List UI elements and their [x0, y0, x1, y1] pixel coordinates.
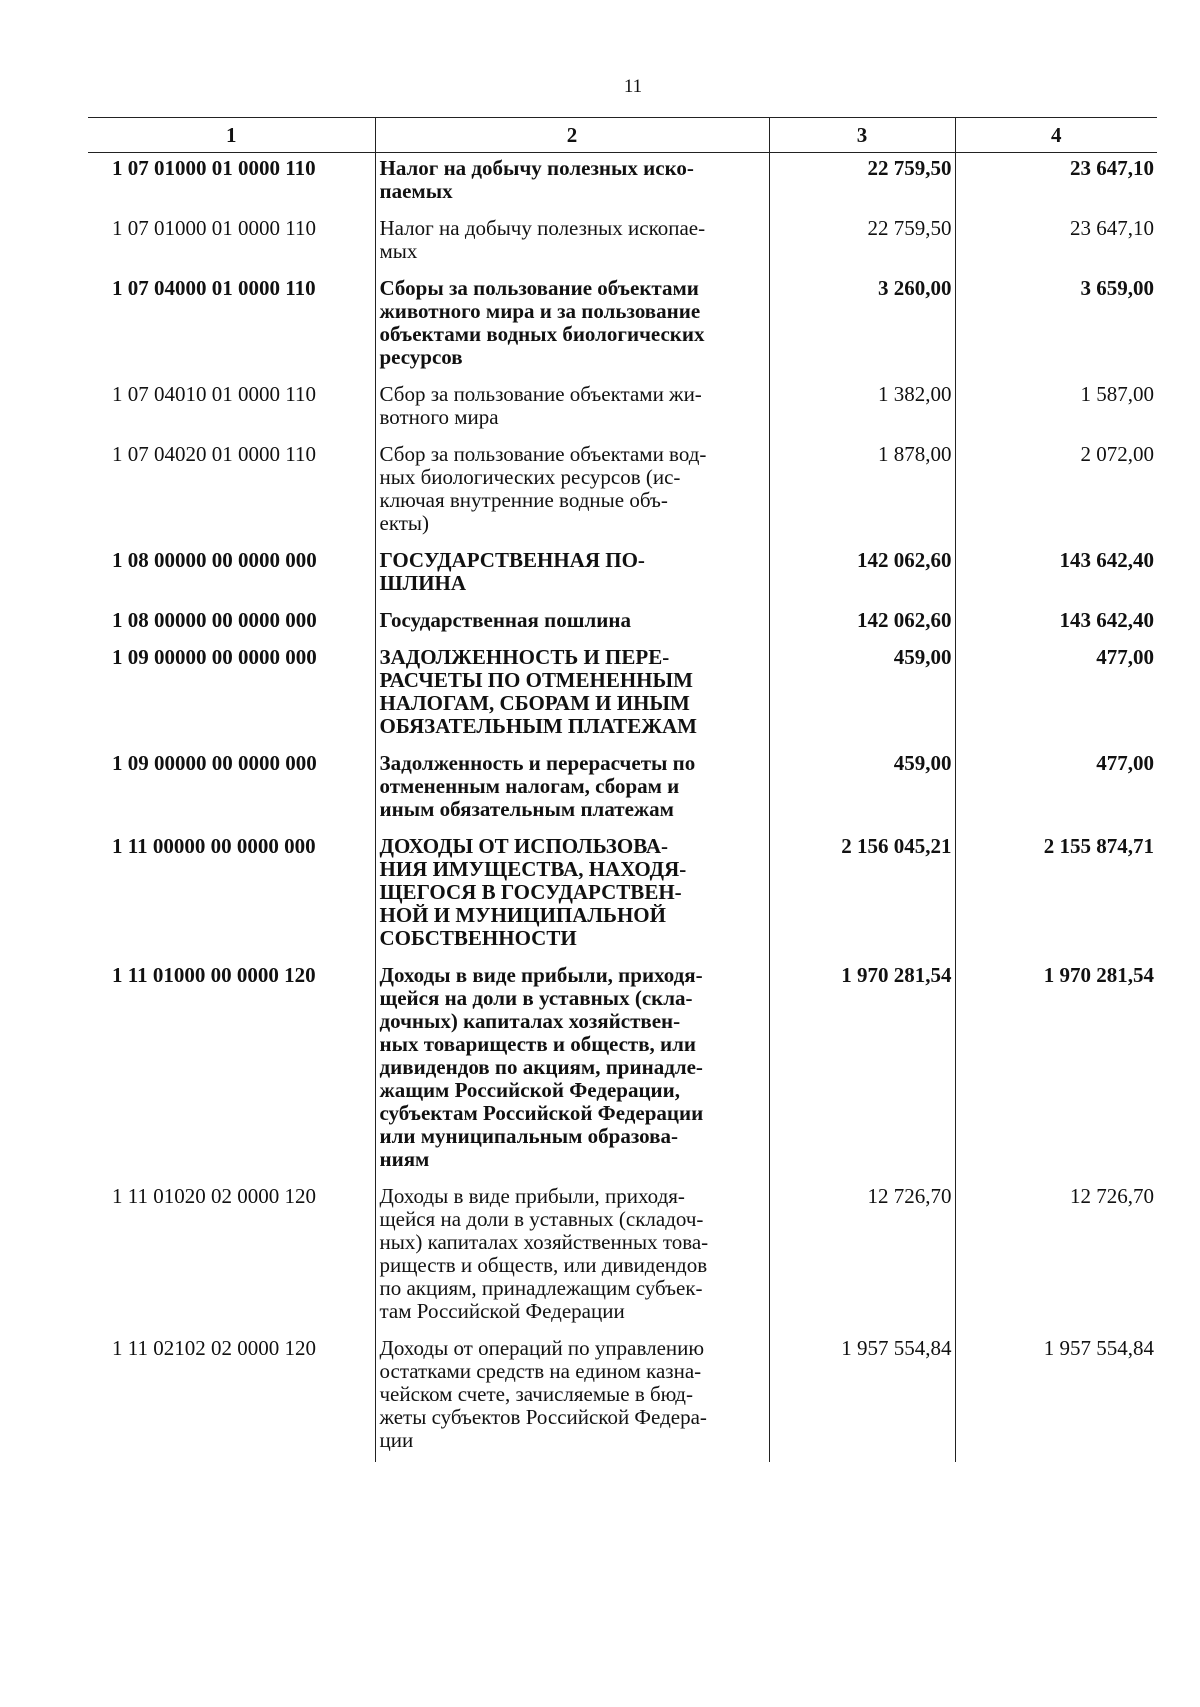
revenue-name-cell: Налог на добычу полезных ископае- мых	[375, 213, 769, 273]
revenue-name-cell: Сборы за пользование объектами животного мира и за пользование объектами водных биологических ресурсов	[375, 273, 769, 379]
budget-code-cell: 1 09 00000 00 0000 000	[112, 645, 317, 669]
value-col3-cell: 459,00	[769, 748, 955, 831]
table-row	[88, 605, 1157, 642]
value-col4-cell: 1 970 281,54	[955, 960, 1157, 1181]
table-row	[88, 153, 1157, 214]
table-row	[88, 545, 1157, 605]
value-col3-cell: 22 759,50	[769, 213, 955, 273]
value-col3-cell: 142 062,60	[769, 545, 955, 605]
value-col3-cell: 1 970 281,54	[769, 960, 955, 1181]
value-col3-cell: 2 156 045,21	[769, 831, 955, 960]
revenue-name-cell: Сбор за пользование объектами жи- вотного мира	[375, 379, 769, 439]
value-col4-cell: 2 072,00	[955, 439, 1157, 545]
table-row	[88, 831, 1157, 960]
revenue-name-cell: Доходы от операций по управлению остатками средств на едином казна- чейском счете, зачисляемые в бюд- жеты субъектов Российской Федера- ции	[375, 1333, 769, 1462]
value-col3-cell: 12 726,70	[769, 1181, 955, 1333]
budget-code-cell: 1 11 00000 00 0000 000	[112, 834, 316, 858]
budget-code-cell: 1 11 02102 02 0000 120	[112, 1336, 316, 1360]
table-header-row	[88, 118, 1157, 153]
revenue-name-cell: Государственная пошлина	[375, 605, 769, 642]
value-col3-cell: 3 260,00	[769, 273, 955, 379]
budget-code-cell: 1 08 00000 00 0000 000	[112, 608, 317, 632]
revenue-name-cell: Налог на добычу полезных иско- паемых	[375, 153, 769, 214]
value-col4-cell: 143 642,40	[955, 545, 1157, 605]
budget-code-cell: 1 07 04000 01 0000 110	[112, 276, 316, 300]
column-header-4: 4	[955, 118, 1157, 153]
table-row	[88, 273, 1157, 379]
budget-code-cell: 1 07 04020 01 0000 110	[112, 442, 316, 466]
value-col3-cell: 22 759,50	[769, 153, 955, 214]
table-row	[88, 1333, 1157, 1462]
column-header-2: 2	[375, 118, 769, 153]
value-col4-cell: 23 647,10	[955, 213, 1157, 273]
revenue-name-cell: ДОХОДЫ ОТ ИСПОЛЬЗОВА- НИЯ ИМУЩЕСТВА, НАХОДЯ- ЩЕГОСЯ В ГОСУДАРСТВЕН- НОЙ И МУНИЦИПАЛЬНОЙ СОБСТВЕННОСТИ	[375, 831, 769, 960]
revenue-name-cell: Задолженность и перерасчеты по отмененным налогам, сборам и иным обязательным платежам	[375, 748, 769, 831]
value-col3-cell: 142 062,60	[769, 605, 955, 642]
value-col3-cell: 1 957 554,84	[769, 1333, 955, 1462]
table-row	[88, 213, 1157, 273]
value-col4-cell: 477,00	[955, 642, 1157, 748]
value-col4-cell: 12 726,70	[955, 1181, 1157, 1333]
table-row	[88, 748, 1157, 831]
page-number: 11	[623, 76, 643, 97]
value-col4-cell: 23 647,10	[955, 153, 1157, 214]
value-col4-cell: 477,00	[955, 748, 1157, 831]
value-col3-cell: 1 878,00	[769, 439, 955, 545]
table-row	[88, 642, 1157, 748]
budget-code-cell: 1 07 04010 01 0000 110	[112, 382, 316, 406]
budget-code-cell: 1 08 00000 00 0000 000	[112, 548, 317, 572]
revenue-name-cell: Доходы в виде прибыли, приходя- щейся на доли в уставных (складоч- ных) капиталах хозяйственных това- риществ и обществ, или дивидендов по акциям, принадлежащим субъек- там Российской Федерации	[375, 1181, 769, 1333]
table-row	[88, 379, 1157, 439]
table-row	[88, 439, 1157, 545]
value-col4-cell: 1 957 554,84	[955, 1333, 1157, 1462]
column-header-3: 3	[769, 118, 955, 153]
revenue-name-cell: Сбор за пользование объектами вод- ных биологических ресурсов (ис- ключая внутренние водные объ- екты)	[375, 439, 769, 545]
table-body	[88, 153, 1157, 1463]
table-row	[88, 1181, 1157, 1333]
budget-code-cell: 1 07 01000 01 0000 110	[112, 156, 316, 180]
revenue-name-cell: ГОСУДАРСТВЕННАЯ ПО- ШЛИНА	[375, 545, 769, 605]
revenue-name-cell: ЗАДОЛЖЕННОСТЬ И ПЕРЕ- РАСЧЕТЫ ПО ОТМЕНЕННЫМ НАЛОГАМ, СБОРАМ И ИНЫМ ОБЯЗАТЕЛЬНЫМ ПЛАТЕЖАМ	[375, 642, 769, 748]
revenue-table	[88, 117, 1157, 1462]
budget-code-cell: 1 11 01020 02 0000 120	[112, 1184, 316, 1208]
value-col4-cell: 3 659,00	[955, 273, 1157, 379]
table-row	[88, 960, 1157, 1181]
value-col4-cell: 2 155 874,71	[955, 831, 1157, 960]
budget-code-cell: 1 11 01000 00 0000 120	[112, 963, 316, 987]
value-col3-cell: 459,00	[769, 642, 955, 748]
budget-code-cell: 1 09 00000 00 0000 000	[112, 751, 317, 775]
value-col4-cell: 1 587,00	[955, 379, 1157, 439]
value-col4-cell: 143 642,40	[955, 605, 1157, 642]
revenue-name-cell: Доходы в виде прибыли, приходя- щейся на доли в уставных (скла- дочных) капиталах хозяйствен- ных товариществ и обществ, или дивидендов по акциям, принадле- жащим Российской Федерации, субъектам Российской Федерации или муниципальным образова- ниям	[375, 960, 769, 1181]
column-header-1: 1	[88, 118, 375, 153]
budget-code-cell: 1 07 01000 01 0000 110	[112, 216, 316, 240]
value-col3-cell: 1 382,00	[769, 379, 955, 439]
